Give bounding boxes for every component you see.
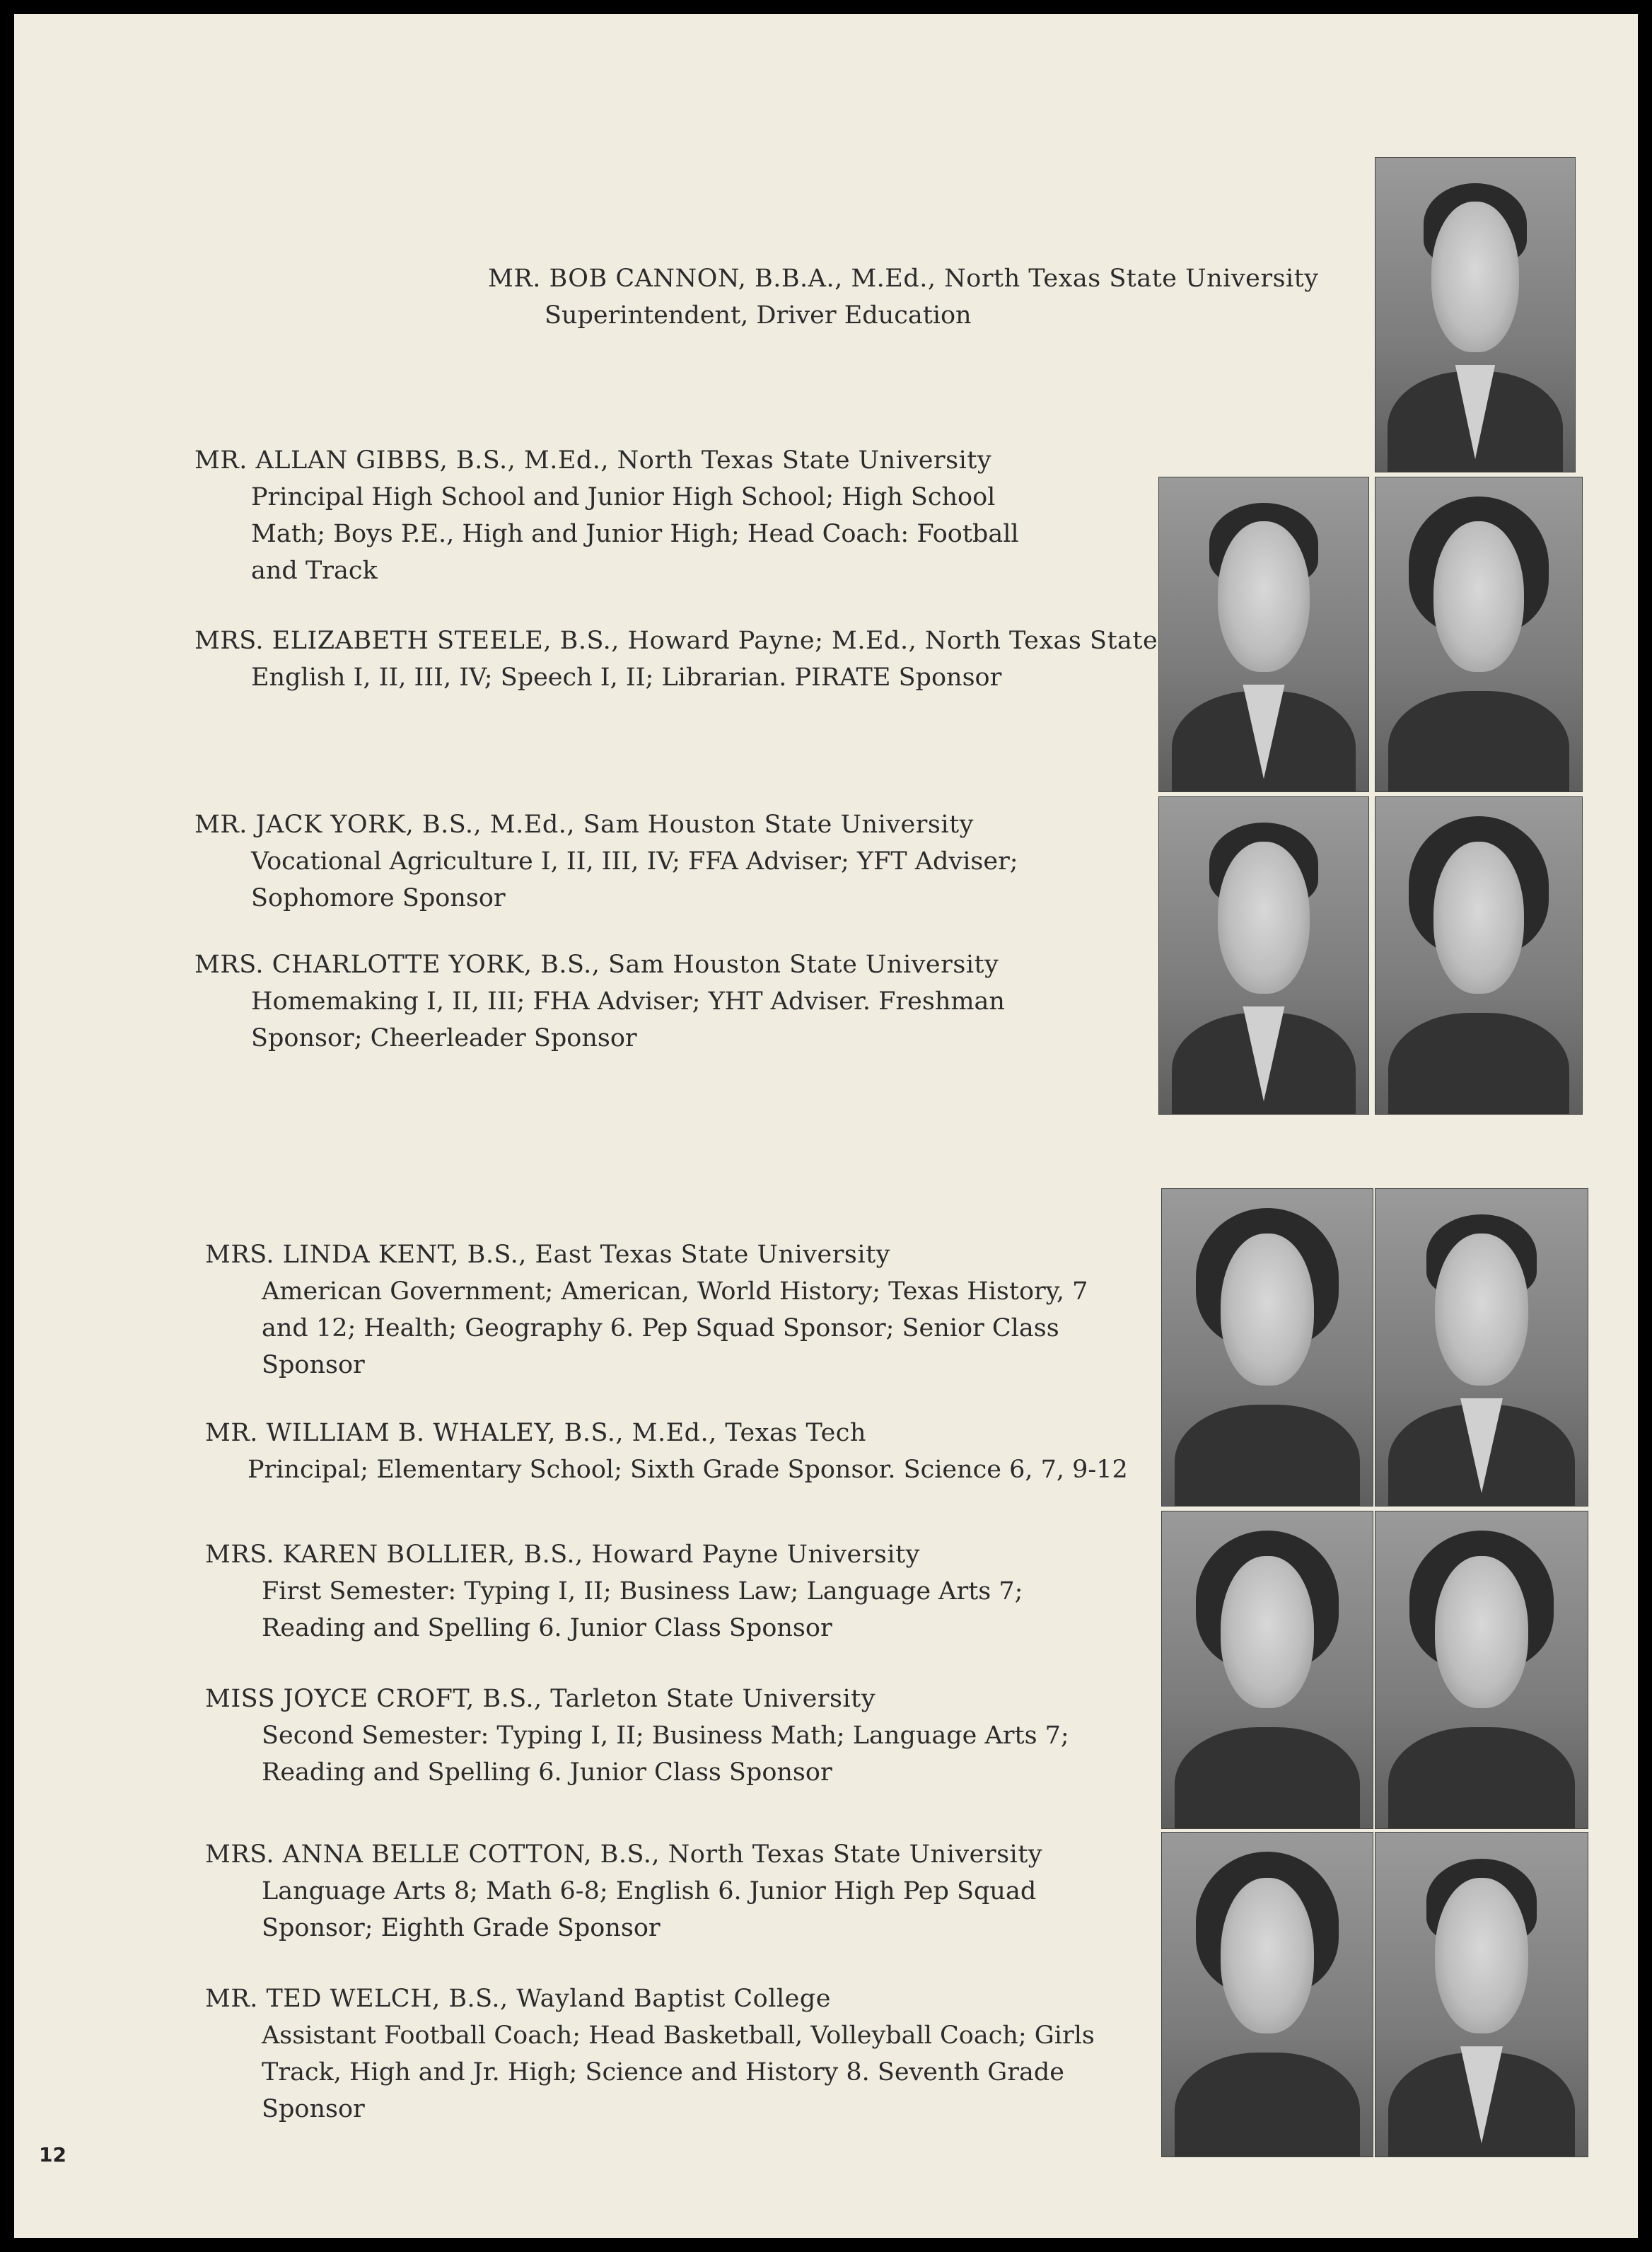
faculty-entry-charlotte-york [194,946,1071,1057]
portrait-gibbs [1158,477,1369,792]
faculty-name: MRS. ANNA BELLE COTTON, B.S., North Texas State University [205,1840,1043,1869]
faculty-name: MR. JACK YORK, B.S., M.Ed., Sam Houston State University [194,811,974,839]
faculty-description: English I, II, III, IV; Speech I, II; Librarian. PIRATE Sponsor [251,663,1002,692]
faculty-description: Principal; Elementary School; Sixth Grade Sponsor. Science 6, 7, 9-12 [248,1456,1128,1484]
portrait-cannon [1375,157,1576,472]
faculty-entry-gibbs [194,442,1071,589]
faculty-description: First Semester: Typing I, II; Business Law; Language Arts 7; Reading and Spelling 6. Junior Class Sponsor [262,1577,1023,1642]
portrait-kent [1161,1188,1373,1507]
faculty-name: MR. ALLAN GIBBS, B.S., M.Ed., North Texas State University [194,446,992,475]
faculty-description: Homemaking I, II, III; FHA Adviser; YHT Adviser. Freshman Sponsor; Cheerleader Sponsor [251,987,1005,1052]
portrait-croft [1375,1511,1588,1829]
faculty-entry-bollier [205,1536,1096,1647]
faculty-description: Vocational Agriculture I, II, III, IV; FFA Adviser; YFT Adviser; Sophomore Sponsor [251,847,1018,912]
faculty-description: Language Arts 8; Math 6-8; English 6. Junior High Pep Squad Sponsor; Eighth Grade Sponsor [262,1877,1037,1942]
faculty-entry-croft [205,1681,1096,1791]
faculty-entry-jack-york [194,806,1071,917]
faculty-description: American Government; American, World History; Texas History, 7 and 12; Health; Geography 6. Pep Squad Sponsor; Senior Class Sponsor [262,1277,1088,1379]
yearbook-page [14,14,1638,2238]
faculty-entry-cannon [488,260,1372,334]
faculty-name: MRS. LINDA KENT, B.S., East Texas State University [205,1241,890,1269]
portrait-whaley [1375,1188,1588,1507]
faculty-name: MR. BOB CANNON, B.B.A., M.Ed., North Texas State University [488,265,1319,293]
portrait-cotton [1161,1832,1373,2157]
faculty-description: Second Semester: Typing I, II; Business Math; Language Arts 7; Reading and Spelling 6. Junior Class Sponsor [262,1722,1069,1787]
portrait-jack-york [1158,796,1369,1115]
faculty-name: MRS. KAREN BOLLIER, B.S., Howard Payne University [205,1540,920,1569]
faculty-entry-whaley [205,1415,1128,1488]
faculty-entry-steele [194,622,1158,696]
faculty-entry-cotton [205,1836,1096,1946]
faculty-description: Superintendent, Driver Education [545,301,972,330]
faculty-description: Assistant Football Coach; Head Basketball, Volleyball Coach; Girls Track, High and Jr. High; Science and History 8. Seventh Grade Sponsor [262,2021,1095,2123]
faculty-name: MR. TED WELCH, B.S., Wayland Baptist College [205,1985,831,2013]
faculty-entry-welch [205,1980,1096,2128]
portrait-charlotte-york [1375,796,1583,1115]
faculty-name: MRS. CHARLOTTE YORK, B.S., Sam Houston State University [194,951,999,979]
faculty-description: Principal High School and Junior High School; High School Math; Boys P.E., High and Junior High; Head Coach: Football and Track [251,483,1019,585]
faculty-name: MR. WILLIAM B. WHALEY, B.S., M.Ed., Texas Tech [205,1419,866,1447]
faculty-name: MISS JOYCE CROFT, B.S., Tarleton State University [205,1685,876,1713]
faculty-name: MRS. ELIZABETH STEELE, B.S., Howard Payne; M.Ed., North Texas State [194,627,1158,655]
portrait-steele [1375,477,1583,792]
faculty-entry-kent [205,1236,1096,1383]
portrait-bollier [1161,1511,1373,1829]
portrait-welch [1375,1832,1588,2157]
page-number: 12 [39,2143,66,2166]
